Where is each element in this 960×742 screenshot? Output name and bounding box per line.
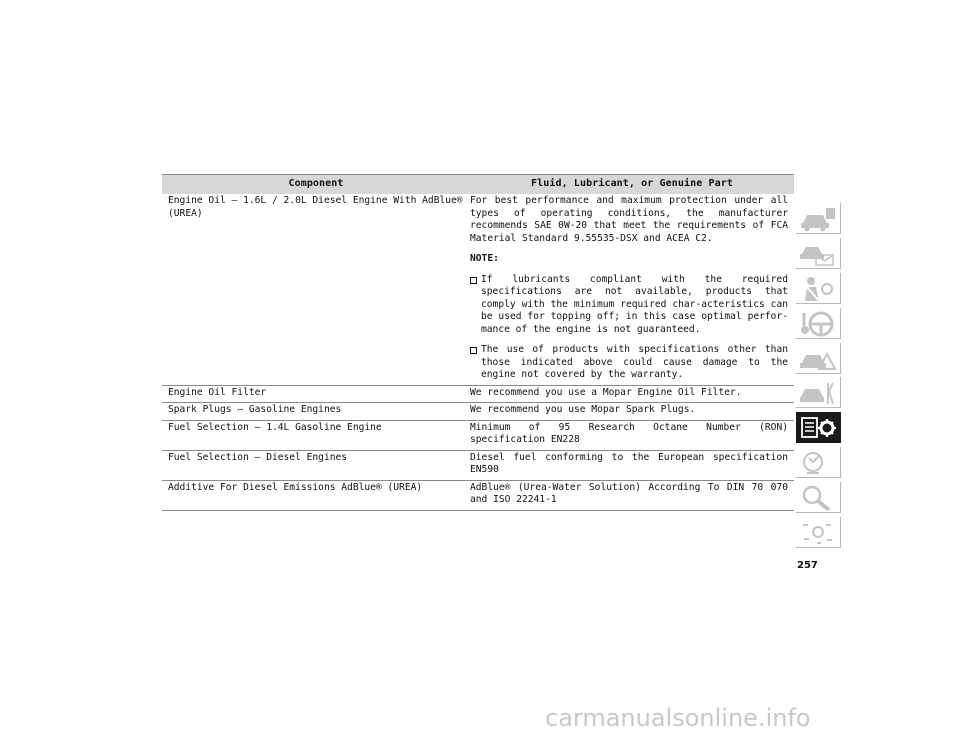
row-component: Engine Oil – 1.6L / 2.0L Diesel Engine With AdBlue® (UREA): [168, 195, 463, 219]
multimedia-icon: [799, 449, 837, 476]
specs-table: [162, 174, 794, 511]
table-row: [162, 451, 794, 481]
tab-servicing-maintenance[interactable]: [796, 377, 841, 408]
safety-person-icon: [799, 275, 837, 302]
note-label: NOTE:: [470, 253, 499, 264]
table-row: [162, 194, 794, 386]
steering-wheel-icon: [799, 310, 837, 337]
warning-triangle-icon: [799, 345, 837, 372]
checkbox-bullet-icon: [470, 347, 477, 354]
row-component: Fuel Selection – 1.4L Gasoline Engine: [168, 421, 382, 433]
row-component: Fuel Selection – Diesel Engines: [168, 451, 348, 463]
tab-getting-to-know[interactable]: [796, 238, 841, 269]
car-tools-icon: [799, 379, 837, 406]
tab-languages[interactable]: [796, 517, 841, 548]
page-number: 257: [797, 560, 818, 571]
row-fluid: AdBlue® (Urea-Water Solution) According To DIN 70 070 and ISO 22241-1: [470, 481, 788, 505]
tab-multimedia[interactable]: [796, 447, 841, 478]
tab-technical-specifications[interactable]: [796, 412, 841, 443]
search-magnifier-icon: [799, 484, 837, 511]
row-fluid: [470, 195, 794, 382]
note-bullet: [470, 274, 788, 337]
watermark: carmanualsonline.info: [545, 704, 811, 732]
tab-index[interactable]: [796, 482, 841, 513]
tab-starting-operating[interactable]: [796, 308, 841, 339]
table-row: [162, 481, 794, 511]
row-component: Additive For Diesel Emissions AdBlue® (UREA): [168, 481, 423, 493]
row-fluid: We recommend you use a Mopar Engine Oil Filter.: [470, 386, 742, 398]
note-bullet-text: If lubricants compliant with the required specifications are not available, products that comply with the minimum required char-acteristics can be used for topping off; in this case optimal perfor-mance of the engine is not guaranteed.: [481, 273, 788, 335]
checkbox-bullet-icon: [470, 277, 477, 284]
car-message-icon: [799, 240, 837, 267]
header-component: Component: [288, 178, 344, 190]
table-row: [162, 386, 794, 404]
row-fluid: Diesel fuel conforming to the European specification EN590: [470, 451, 788, 475]
row-fluid-text: For best performance and maximum protection under all types of operating conditions, the manufacturer recommends SAE 0W-20 that meet the requirements of FCA Material Standard 9.55535-DSX and ACEA C2.: [470, 195, 788, 244]
row-fluid: We recommend you use Mopar Spark Plugs.: [470, 404, 696, 415]
tab-safety[interactable]: [796, 273, 841, 304]
tab-in-case-of-emergency[interactable]: [796, 343, 841, 374]
note-bullet-text: The use of products with specifications other than those indicated above could cause damage to the engine not covered by the warranty.: [481, 344, 788, 380]
row-component: Engine Oil Filter: [168, 386, 267, 398]
row-fluid: Minimum of 95 Research Octane Number (RON) specification EN228: [470, 421, 788, 445]
table-row: [162, 403, 794, 421]
chapter-tabs: [796, 203, 841, 552]
languages-icon: [799, 519, 837, 546]
table-row: [162, 421, 794, 451]
tab-vehicle-info[interactable]: [796, 203, 841, 234]
note-bullet: [470, 344, 788, 382]
row-component: Spark Plugs – Gasoline Engines: [168, 404, 342, 415]
header-fluid: Fluid, Lubricant, or Genuine Part: [531, 178, 733, 190]
specifications-gear-icon: [799, 414, 837, 441]
table-header: [162, 175, 794, 194]
car-info-icon: [799, 205, 837, 232]
